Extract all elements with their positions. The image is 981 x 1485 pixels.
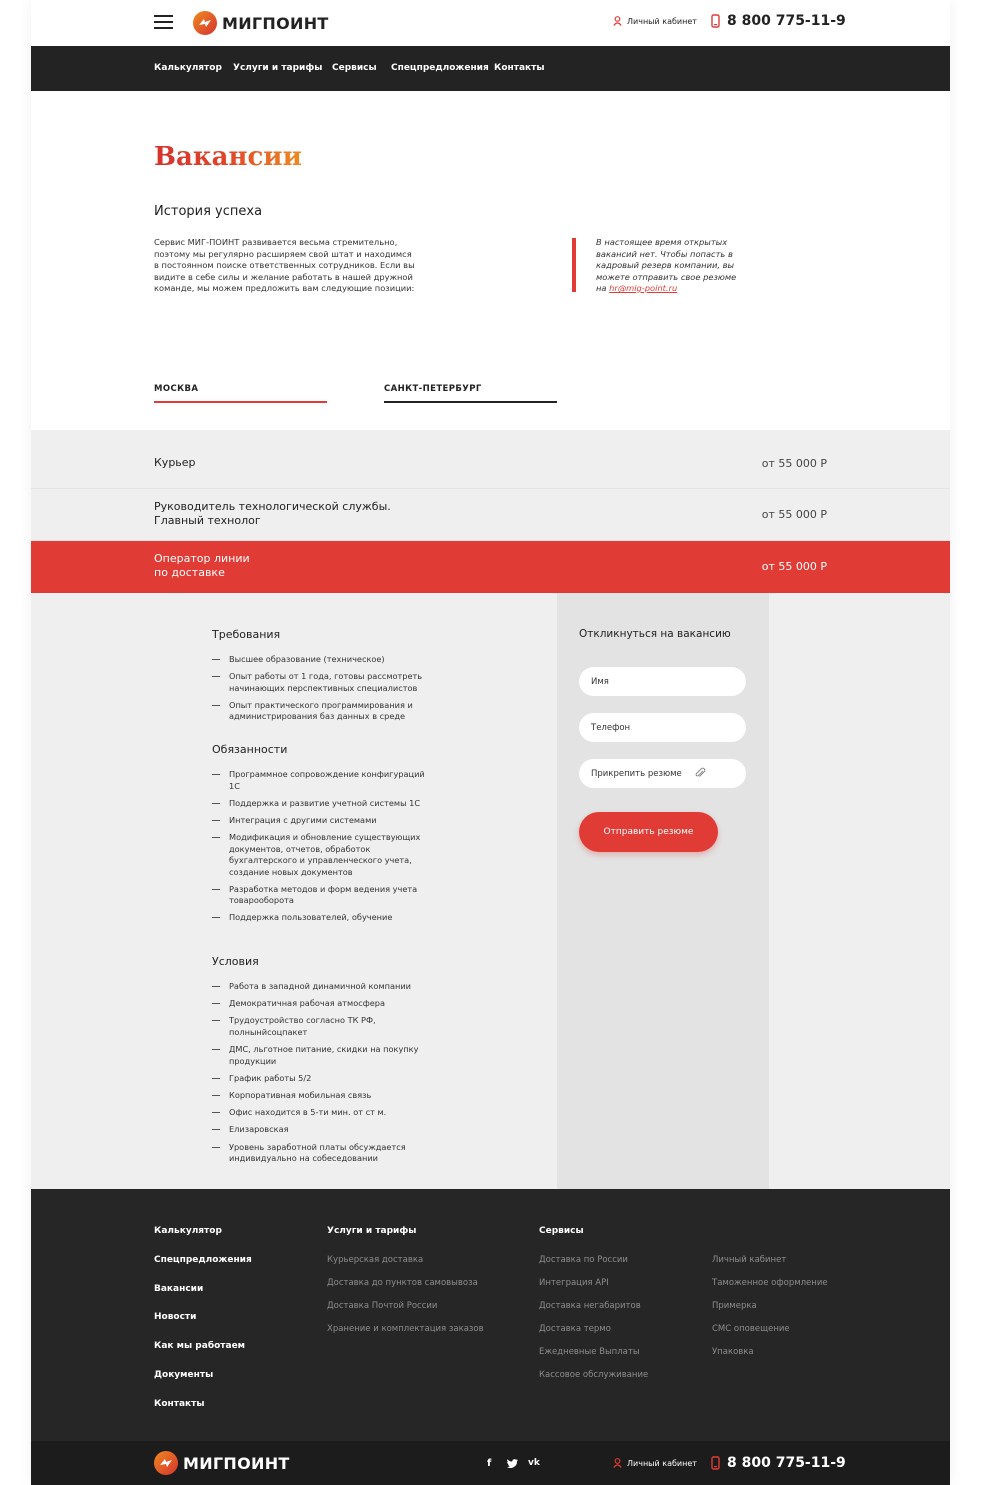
footer-tool-link[interactable]: Интеграция API (539, 1278, 609, 1288)
footer-cabinet-link[interactable] (613, 1458, 697, 1468)
no-vacancies-note (596, 237, 746, 295)
footer-tool-link[interactable]: Упаковка (712, 1347, 754, 1357)
list-item: Корпоративная мобильная связь (212, 1090, 427, 1102)
page-frame (31, 0, 950, 1485)
requirements-list (212, 654, 452, 729)
vacancy-row[interactable] (31, 489, 950, 541)
nav-special-offers[interactable]: Спецпредложения (391, 63, 489, 73)
footer-services-title: Услуги и тарифы (327, 1226, 417, 1236)
twitter-icon[interactable] (507, 1459, 518, 1468)
footer-tool-link[interactable]: Таможенное оформление (712, 1278, 828, 1288)
conditions-title: Условия (212, 955, 259, 968)
vacancy-title: Курьер (154, 456, 196, 469)
list-item: Уровень заработной платы обсуждается индивидуально на собеседовании (212, 1142, 427, 1165)
logo-mark-icon (154, 1451, 178, 1475)
vacancy-salary: от 55 000 Р (761, 508, 827, 521)
footer-tool-link[interactable]: Кассовое обслуживание (539, 1370, 649, 1380)
logo-mark-icon (193, 11, 217, 35)
requirements-title: Требования (212, 628, 281, 641)
vacancy-row-active[interactable] (31, 541, 950, 593)
nav-calculator[interactable]: Калькулятор (154, 63, 222, 73)
tab-saint-petersburg[interactable]: САНКТ-ПЕТЕРБУРГ (384, 384, 557, 403)
phone-number: 8 800 775-11-9 (727, 13, 846, 29)
section-subtitle: История успеха (154, 204, 263, 219)
list-item: Модификация и обновление существующих документов, отчетов, обработок бухгалтерского и управленческого учета, создание новых документов (212, 832, 437, 878)
footer-link-how-we-work[interactable]: Как мы работаем (154, 1341, 246, 1351)
logo[interactable] (193, 11, 329, 35)
vacancy-title-line: Главный технолог (154, 514, 261, 527)
footer-link-vacancies[interactable]: Вакансии (154, 1284, 204, 1294)
tab-moscow[interactable]: МОСКВА (154, 384, 327, 403)
list-item: Поддержка и развитие учетной системы 1С (212, 798, 437, 810)
user-icon (613, 1458, 622, 1468)
footer-tool-link[interactable]: Доставка термо (539, 1324, 611, 1334)
brand-name: МИГПОИНТ (222, 13, 329, 33)
list-item: Трудоустройство согласно ТК РФ, полнынйсоцпакет (212, 1015, 427, 1038)
list-item: ДМС, льготное питание, скидки на покупку продукции (212, 1044, 427, 1067)
list-item: График работы 5/2 (212, 1073, 427, 1085)
footer-link-contacts[interactable]: Контакты (154, 1399, 205, 1409)
duties-list (212, 769, 437, 930)
top-bar (31, 0, 950, 46)
nav-services[interactable]: Сервисы (332, 63, 377, 73)
main-nav (31, 46, 950, 91)
nav-contacts[interactable]: Контакты (494, 63, 545, 73)
hr-email-link[interactable]: hr@mig-point.ru (609, 283, 678, 293)
footer-logo[interactable] (154, 1451, 290, 1475)
list-item: Опыт практического программирования и администрирования баз данных в среде (212, 700, 452, 723)
footer-tool-link[interactable]: Примерка (712, 1301, 757, 1311)
footer-service-link[interactable]: Хранение и комплектация заказов (327, 1324, 484, 1334)
footer-tool-link[interactable]: СМС оповещение (712, 1324, 790, 1334)
name-placeholder: Имя (591, 676, 609, 687)
name-field[interactable] (579, 667, 746, 696)
vacancy-row[interactable] (31, 430, 950, 489)
vacancy-title-line: Оператор линии (154, 552, 250, 565)
cabinet-label: Личный кабинет (627, 1458, 697, 1468)
attach-resume-field[interactable] (579, 759, 746, 788)
note-accent-bar (572, 238, 576, 292)
footer-tool-link[interactable]: Доставка по России (539, 1255, 628, 1265)
vacancy-title-line: Руководитель технологической службы. (154, 500, 391, 513)
list-item: Поддержка пользователей, обучение (212, 912, 437, 924)
vk-icon[interactable]: vk (528, 1458, 540, 1468)
facebook-icon[interactable]: f (487, 1458, 492, 1469)
phone-field[interactable] (579, 713, 746, 742)
brand-name: МИГПОИНТ (183, 1453, 290, 1473)
footer-phone[interactable] (711, 1455, 846, 1471)
cabinet-label: Личный кабинет (627, 16, 697, 26)
footer-tool-link[interactable]: Личный кабинет (712, 1255, 787, 1265)
cabinet-link[interactable] (613, 16, 697, 26)
footer-link-documents[interactable]: Документы (154, 1370, 214, 1380)
footer (31, 1189, 950, 1441)
duties-title: Обязанности (212, 743, 288, 756)
vacancy-title (154, 500, 391, 528)
list-item: Опыт работы от 1 года, готовы рассмотреть начинающих перспективных специалистов (212, 671, 452, 694)
phone-number: 8 800 775-11-9 (727, 1455, 846, 1471)
footer-service-link[interactable]: Доставка Почтой России (327, 1301, 438, 1311)
list-item: Программное сопровождение конфигураций 1С (212, 769, 437, 792)
note-text: В настоящее время открытых вакансий нет. Чтобы попасть в кадровый резерв компании, вы можете отправить свое резюме на (596, 237, 737, 293)
footer-bar (31, 1441, 950, 1485)
apply-form (557, 593, 769, 1189)
vacancy-salary: от 55 000 Р (761, 560, 827, 573)
vacancy-title-line: по доставке (154, 566, 225, 579)
list-item: Офис находится в 5-ти мин. от ст м. (212, 1107, 427, 1119)
footer-link-news[interactable]: Новости (154, 1312, 197, 1322)
footer-tool-link[interactable]: Доставка негабаритов (539, 1301, 641, 1311)
phone-icon (711, 14, 720, 28)
conditions-list (212, 981, 427, 1170)
nav-services-tariffs[interactable]: Услуги и тарифы (233, 63, 323, 73)
vacancy-title (154, 552, 250, 580)
footer-tool-link[interactable]: Ежедневные Выплаты (539, 1347, 640, 1357)
submit-resume-button[interactable]: Отправить резюме (579, 812, 718, 852)
menu-icon[interactable] (154, 15, 173, 30)
paperclip-icon (694, 767, 706, 779)
attach-label: Прикрепить резюме (591, 768, 682, 779)
form-title: Откликнуться на вакансию (579, 628, 731, 640)
phone-placeholder: Телефон (591, 722, 631, 733)
intro-text: Сервис МИГ-ПОИНТ развивается весьма стремительно, поэтому мы регулярно расширяем свой штат и находимся в постоянном поиске ответственных сотрудников. Если вы видите в себе силы и желание работать в нашей дружной команде, мы можем предложить вам следующие позиции: (154, 237, 415, 293)
footer-service-link[interactable]: Курьерская доставка (327, 1255, 424, 1265)
footer-service-link[interactable]: Доставка до пунктов самовывоза (327, 1278, 478, 1288)
footer-link-special-offers[interactable]: Спецпредложения (154, 1255, 252, 1265)
vacancy-list (31, 430, 950, 593)
phone-icon (711, 1456, 720, 1470)
footer-link-calculator[interactable]: Калькулятор (154, 1226, 222, 1236)
vacancy-salary: от 55 000 Р (761, 457, 827, 470)
footer-tools-title: Сервисы (539, 1226, 584, 1236)
list-item: Работа в западной динамичной компании (212, 981, 427, 993)
page-title: Вакансии (154, 142, 302, 172)
header-phone[interactable] (711, 13, 846, 29)
list-item: Высшее образование (техническое) (212, 654, 452, 666)
list-item: Елизаровская (212, 1124, 427, 1136)
list-item: Разработка методов и форм ведения учета товарооборота (212, 884, 437, 907)
user-icon (613, 16, 622, 26)
list-item: Демократичная рабочая атмосфера (212, 998, 427, 1010)
vacancy-details (31, 593, 950, 1189)
list-item: Интеграция с другими системами (212, 815, 437, 827)
